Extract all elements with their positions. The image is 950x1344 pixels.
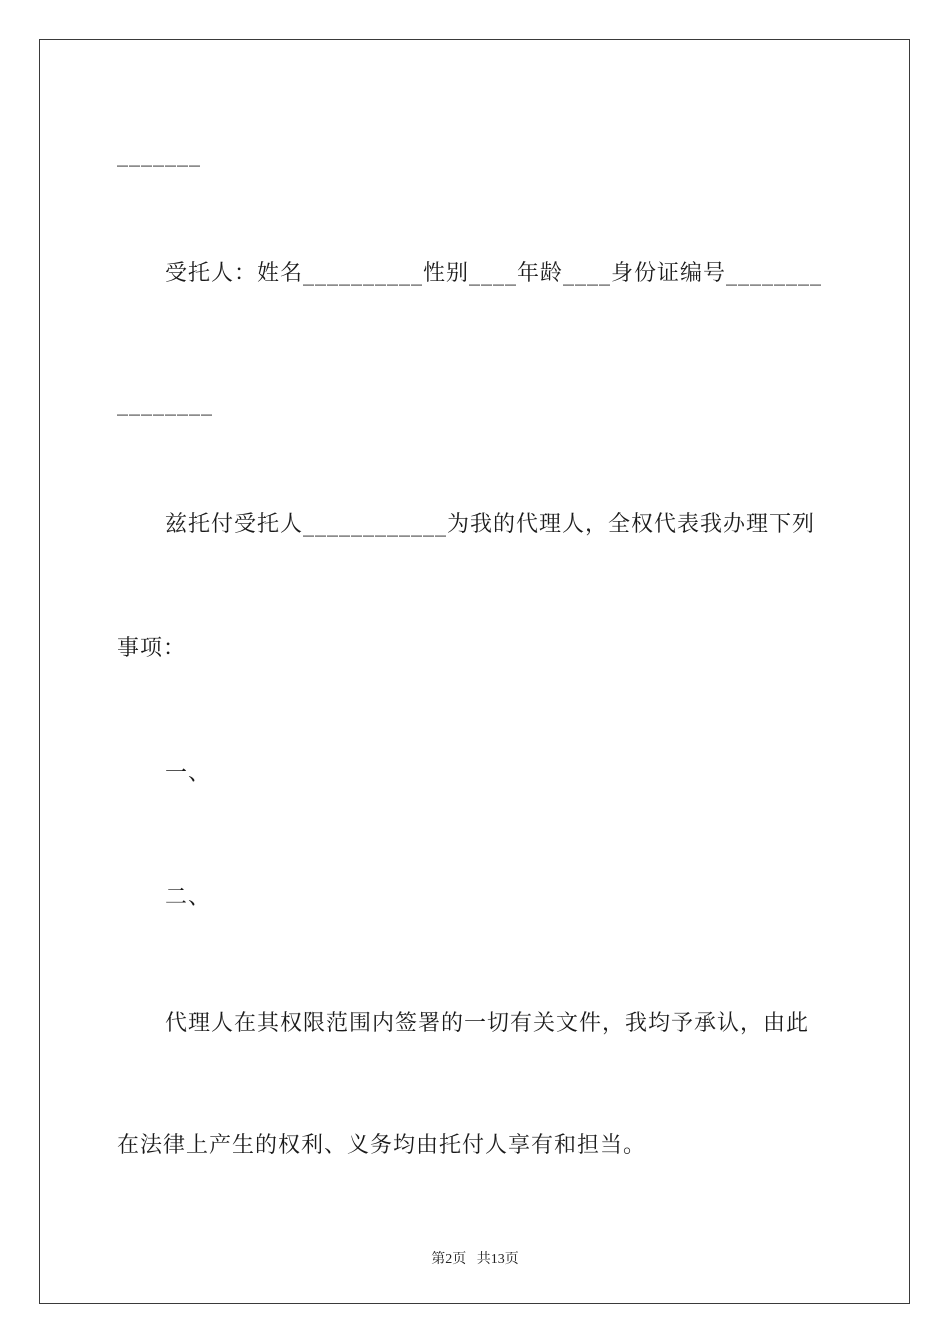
page-border bbox=[39, 39, 910, 1304]
acknowledgement-line: 代理人在其权限范围内签署的一切有关文件，我均予承认，由此 bbox=[165, 1011, 810, 1036]
blank-line-continuation: ________ bbox=[117, 391, 213, 416]
page-number-footer: 第2页 共13页 bbox=[431, 1252, 519, 1267]
item-one: 一、 bbox=[165, 761, 212, 786]
blank-line-top: _______ bbox=[117, 142, 201, 167]
item-two: 二、 bbox=[165, 885, 212, 910]
authorization-line: 兹托付受托人____________为我的代理人，全权代表我办理下列 bbox=[165, 512, 816, 537]
matters-heading: 事项： bbox=[117, 636, 187, 661]
trustee-info-line: 受托人：姓名__________性别____年龄____身份证编号________ bbox=[165, 261, 823, 286]
responsibility-line: 在法律上产生的权利、义务均由托付人享有和担当。 bbox=[117, 1133, 647, 1158]
